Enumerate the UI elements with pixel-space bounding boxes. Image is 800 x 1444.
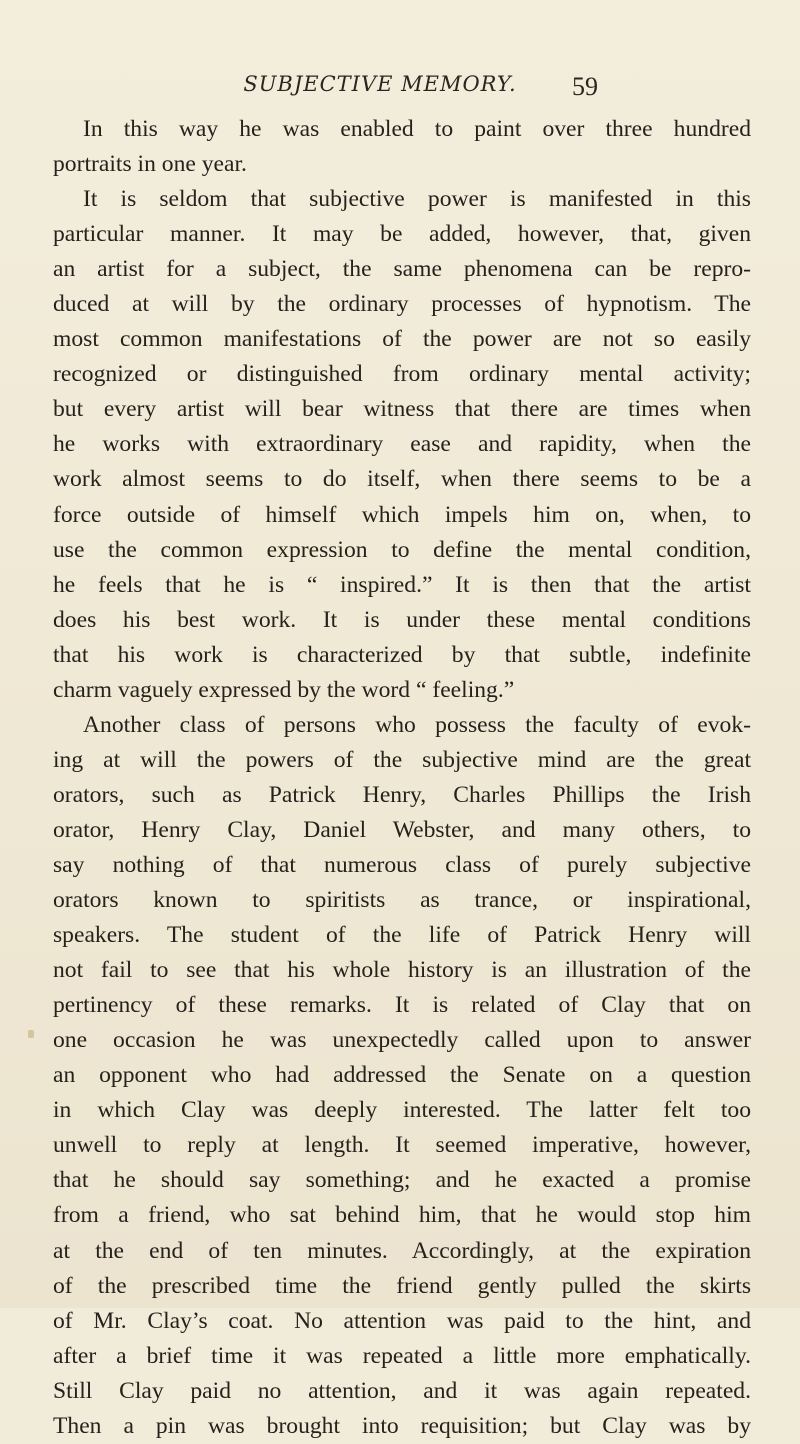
text-line: say nothing of that numerous class of purely subjective: [53, 851, 751, 878]
text-line: from a friend, who sat behind him, that he would stop him: [53, 1202, 751, 1229]
text-line: charm vaguely expressed by the word “ feeling.”: [53, 676, 515, 703]
text-line: portraits in one year.: [53, 151, 247, 178]
text-line: duced at will by the ordinary processes of hypnotism. The: [53, 291, 751, 318]
text-line: that his work is characterized by that subtle, indefinite: [53, 641, 751, 668]
running-title: SUBJECTIVE MEMORY.: [243, 72, 517, 96]
text-line: after a brief time it was repeated a little more emphatically.: [53, 1342, 751, 1369]
body-text: [53, 112, 751, 1444]
text-line: he works with extraordinary ease and rapidity, when the: [53, 431, 751, 458]
text-line: an artist for a subject, the same phenomena can be repro-: [53, 256, 751, 283]
text-line: Another class of persons who possess the faculty of evok-: [83, 711, 751, 738]
text-line: an opponent who had addressed the Senate on a question: [53, 1062, 751, 1089]
text-line: ing at will the powers of the subjective mind are the great: [53, 746, 751, 773]
text-line: of the prescribed time the friend gently pulled the skirts: [53, 1272, 751, 1299]
page-number: 59: [572, 72, 598, 101]
text-line: he feels that he is “ inspired.” It is then that the artist: [53, 571, 751, 598]
text-line: It is seldom that subjective power is manifested in this: [83, 186, 751, 213]
text-line: not fail to see that his whole history is an illustration of the: [53, 957, 751, 984]
text-line: in which Clay was deeply interested. The latter felt too: [53, 1097, 751, 1124]
text-line: one occasion he was unexpectedly called upon to answer: [53, 1027, 751, 1054]
text-line: Then a pin was brought into requisition; but Clay was by: [53, 1412, 751, 1439]
text-line: work almost seems to do itself, when there seems to be a: [53, 466, 751, 493]
text-line: that he should say something; and he exacted a promise: [53, 1167, 751, 1194]
text-line: unwell to reply at length. It seemed imperative, however,: [53, 1132, 751, 1159]
text-line: at the end of ten minutes. Accordingly, at the expiration: [53, 1237, 751, 1264]
text-line: In this way he was enabled to paint over three hundred: [83, 116, 751, 142]
text-line: use the common expression to define the mental condition,: [53, 536, 751, 563]
text-line: orators known to spiritists as trance, or inspirational,: [53, 887, 751, 914]
text-line: orators, such as Patrick Henry, Charles Phillips the Irish: [53, 781, 751, 808]
text-line: but every artist will bear witness that there are times when: [53, 396, 751, 423]
text-line: speakers. The student of the life of Patrick Henry will: [53, 922, 751, 949]
text-line: recognized or distinguished from ordinary mental activity;: [53, 361, 751, 388]
text-line: pertinency of these remarks. It is related of Clay that on: [53, 992, 751, 1019]
text-line: orator, Henry Clay, Daniel Webster, and many others, to: [53, 816, 751, 843]
text-line: particular manner. It may be added, however, that, given: [53, 221, 751, 248]
text-line: does his best work. It is under these mental conditions: [53, 606, 751, 633]
text-line: Still Clay paid no attention, and it was again repeated.: [53, 1377, 751, 1404]
text-line: of Mr. Clay’s coat. No attention was paid to the hint, and: [53, 1307, 751, 1334]
page-blemish: [28, 1030, 34, 1038]
text-line: force outside of himself which impels him on, when, to: [53, 501, 751, 528]
text-line: most common manifestations of the power are not so easily: [53, 326, 751, 353]
